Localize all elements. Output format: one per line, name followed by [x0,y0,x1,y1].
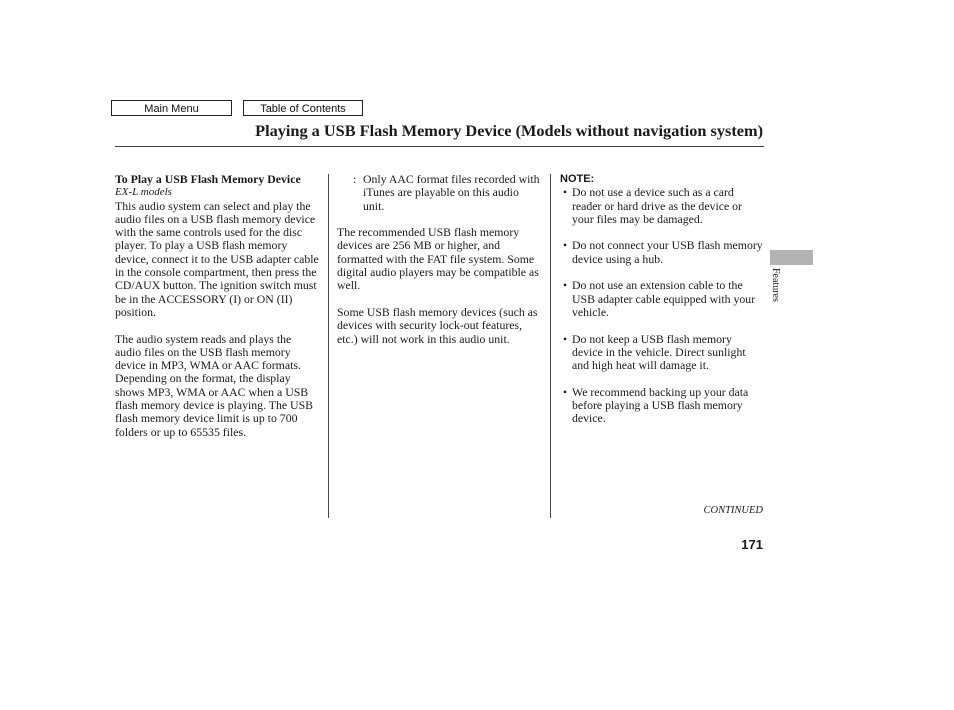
models-label: EX-L models [115,186,172,199]
note-label: NOTE: [560,173,595,185]
footnote-mark: : [353,172,357,186]
list-item: • Do not use an extension cable to the USB adapter cable equipped with your vehicle. [563,278,756,319]
paragraph-incompatible-devices: Some USB flash memory devices (such as devices with security lock-out features, etc.) will not work in this audio unit. [337,304,538,346]
bullet-icon: • [563,384,568,399]
list-item: • Do not keep a USB flash memory device in the vehicle. Direct sunlight and high heat will damage it. [563,331,746,373]
bullet-icon: • [563,238,568,253]
paragraph-recommended-devices: The recommended USB flash memory devices are 256 MB or higher, and formatted with the FAT file system. Some digital audio players may be compatible as well. [337,225,539,293]
section-heading: To Play a USB Flash Memory Device [115,172,301,186]
footnote-text: Only AAC format files recorded with iTunes are playable on this audio unit. [363,172,540,213]
bullet-icon: • [563,331,568,346]
list-item: • We recommend backing up your data before playing a USB flash memory device. [563,384,749,426]
paragraph-intro: This audio system can select and play the audio files on a USB flash memory device with the same controls used for the disc player. To play a USB flash memory device, connect it to the USB adapter cable in the console compartment, then press the CD/AUX button. The ignition switch must be in the ACCESSORY (I) or ON (II) position. [115,198,319,319]
bullet-icon: • [563,185,568,200]
title-divider [115,146,764,147]
main-menu-button[interactable]: Main Menu [111,100,232,116]
note-list [560,186,765,425]
bullet-icon: • [563,278,568,293]
paragraph-formats: The audio system reads and plays the audio files on the USB flash memory device in MP3, WMA or AAC formats. Depending on the format, the display shows MP3, WMA or AAC when a USB flash memory device is playing. The USB flash memory device limit is up to 700 folders or up to 65535 files. [115,331,314,439]
side-section-label: Features [770,268,781,302]
column-right [560,173,765,426]
page-number: 171 [741,537,763,552]
page-title: Playing a USB Flash Memory Device (Models without navigation system) [255,121,763,140]
table-of-contents-button[interactable]: Table of Contents [243,100,363,116]
column-left [115,173,319,439]
column-divider-1 [328,174,329,518]
continued-label: CONTINUED [703,505,763,516]
section-tab [770,250,813,265]
list-item: • Do not use a device such as a card reader or hard drive as the device or your files may be damaged. [563,185,742,226]
column-middle [337,173,540,346]
column-divider-2 [550,174,551,518]
footnote [337,173,540,213]
list-item: • Do not connect your USB flash memory device using a hub. [563,238,763,266]
